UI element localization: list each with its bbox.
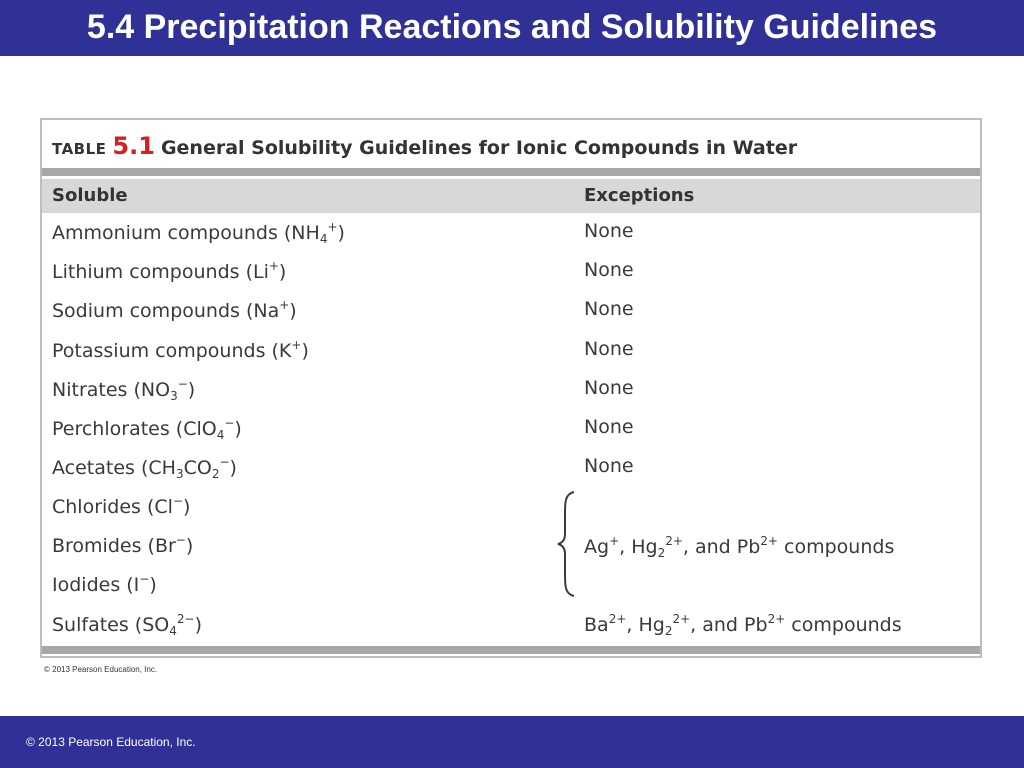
table-number: 5.1 (112, 132, 155, 160)
header-soluble: Soluble (52, 185, 128, 206)
soluble-cell: Lithium compounds (Li+) (52, 259, 287, 283)
title-banner (0, 0, 1024, 56)
curly-brace-icon (556, 490, 578, 598)
exception-cell: None (584, 220, 634, 242)
table-label: TABLE (52, 140, 107, 158)
header-exceptions: Exceptions (584, 185, 695, 206)
table-row (42, 409, 980, 448)
soluble-cell: Bromides (Br−) (52, 533, 194, 557)
exception-cell: None (584, 416, 634, 438)
soluble-cell: Chlorides (Cl−) (52, 494, 191, 518)
footer-banner (0, 716, 1024, 768)
exception-cell: None (584, 259, 634, 281)
footer-copyright: © 2013 Pearson Education, Inc. (26, 735, 196, 749)
table-row (42, 331, 980, 370)
table-row (42, 448, 980, 487)
sulfate-exception-text: $Ba^{2+}$, $Hg_2^{2+}$, and $Pb^{2+}$ compounds (584, 612, 902, 638)
table-row (42, 565, 980, 604)
halide-exception-text: Ag+, $Hg_2^{2+}$, and $Pb^{2+}$ compounds (584, 534, 895, 560)
soluble-cell: Acetates $(CH_3CO_2^-)$ (52, 455, 237, 481)
table-row (42, 213, 980, 252)
exception-cell: None (584, 298, 634, 320)
table-caption (52, 132, 797, 166)
slide-title: 5.4 Precipitation Reactions and Solubility Guidelines (86, 8, 938, 46)
soluble-cell: Ammonium compounds $(NH_4^+)$ (52, 220, 345, 246)
exception-cell: None (584, 338, 634, 360)
table-credit: © 2013 Pearson Education, Inc. (44, 665, 158, 674)
table-row (42, 252, 980, 291)
exception-cell: None (584, 377, 634, 399)
bottom-rule (42, 646, 980, 654)
top-rule (42, 168, 980, 176)
table-title: General Solubility Guidelines for Ionic Compounds in Water (160, 137, 798, 159)
soluble-cell: Sodium compounds (Na+) (52, 298, 297, 322)
soluble-cell: Iodides (I−) (52, 572, 157, 596)
soluble-cell: Sulfates $(SO_4^{2-})$ (52, 612, 202, 638)
table-row (42, 370, 980, 409)
soluble-cell: Nitrates $(NO_3^-)$ (52, 377, 196, 403)
soluble-cell: Potassium compounds (K+) (52, 338, 309, 362)
soluble-cell: Perchlorates (ClO$_4$−) (52, 416, 242, 442)
table-row (42, 487, 980, 526)
exception-cell: None (584, 455, 634, 477)
table-row (42, 291, 980, 330)
table-header-row (42, 179, 980, 213)
solubility-table (40, 118, 982, 658)
